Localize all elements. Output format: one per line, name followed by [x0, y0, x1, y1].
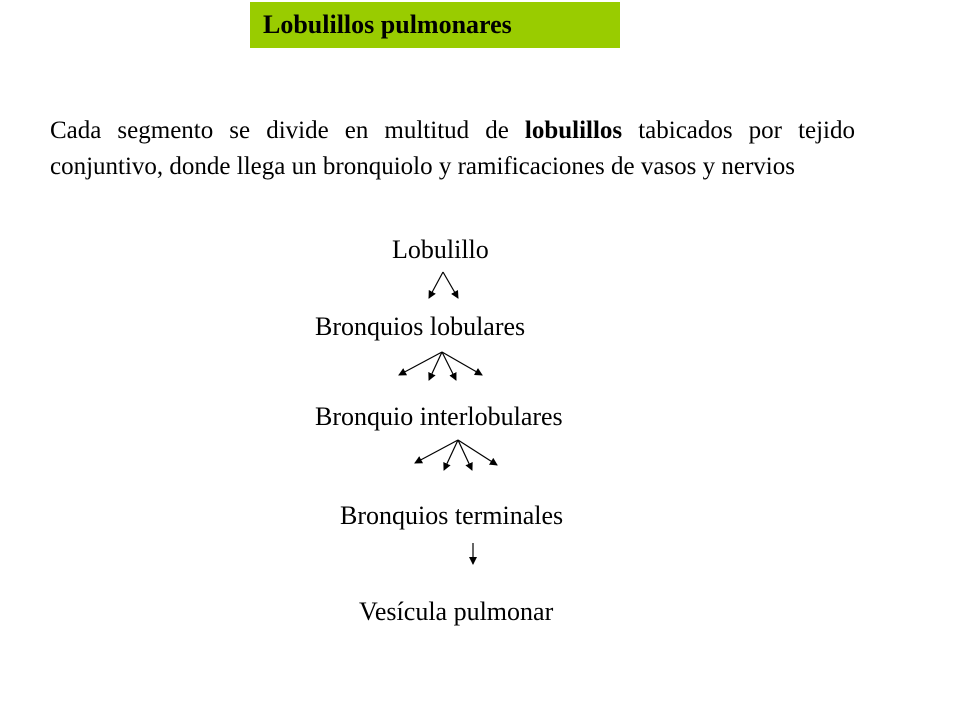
- node-vesicula-pulmonar: Vesícula pulmonar: [359, 597, 554, 626]
- arrow-interlob-4: [458, 440, 497, 465]
- arrow-lobulares-1: [399, 352, 442, 375]
- node-bronquios-lobulares: Bronquios lobulares: [315, 312, 526, 341]
- arrow-lobulares-2: [429, 352, 442, 380]
- node-lobulillo: Lobulillo: [392, 235, 489, 264]
- arrow-interlob-2: [444, 440, 458, 470]
- arrow-interlob-1: [415, 440, 458, 463]
- intro-paragraph: [50, 113, 855, 185]
- slide-title-banner: [250, 2, 620, 48]
- intro-text-end: tabicados por tejido conjuntivo, donde llega un bronquiolo y ramificaciones de vasos y nervios: [50, 117, 856, 180]
- arrow-lobulares-4: [442, 352, 482, 375]
- arrow-lobulillo-right: [443, 272, 458, 298]
- arrow-lobulares-3: [442, 352, 456, 380]
- arrow-interlob-3: [458, 440, 472, 470]
- intro-text-start: Cada segmento se divide en multitud de: [50, 117, 525, 144]
- node-bronquio-interlobulares: Bronquio interlobulares: [315, 402, 563, 431]
- slide-title: Lobulillos pulmonares: [263, 10, 512, 39]
- node-bronquios-terminales: Bronquios terminales: [340, 501, 564, 530]
- intro-bold-term: lobulillos: [524, 117, 623, 144]
- arrow-lobulillo-left: [429, 272, 443, 298]
